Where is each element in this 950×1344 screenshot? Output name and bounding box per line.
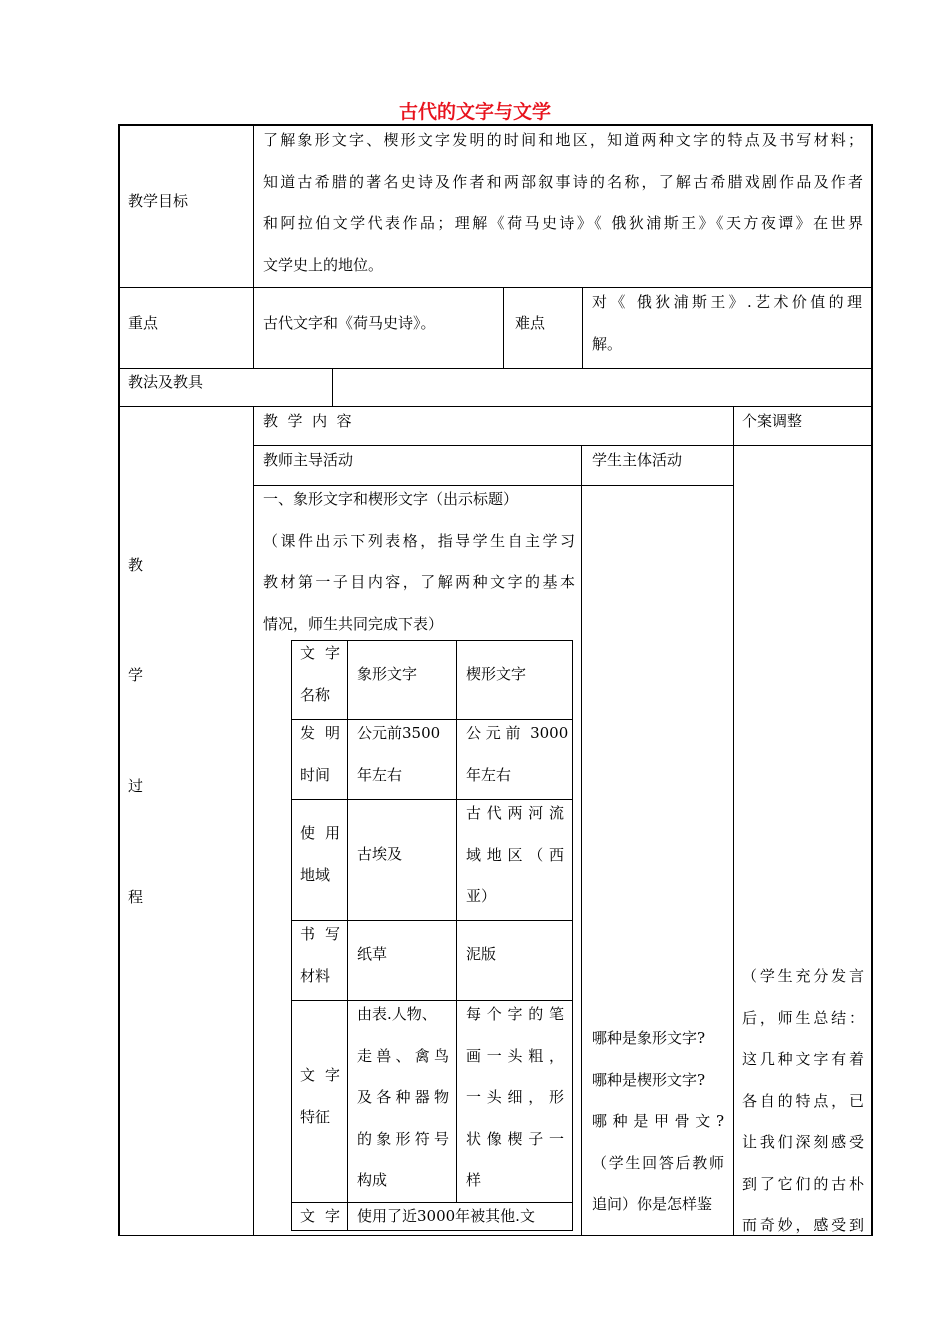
- teacher-header: 教师主导活动: [263, 451, 354, 469]
- student-activity: 哪种是象形文字? 哪种是楔形文字? 哪种是甲骨文? （学生回答后教师 追问）你是怎样鉴: [592, 1029, 724, 1213]
- teacher-activity: 一、象形文字和楔形文字（出示标题） （课件出示下列表格，指导学生自主学习 教材第一子目内容，了解两种文字的基本 情况，师生共同完成下表）: [263, 490, 575, 633]
- content-header: 教 学 内 容: [263, 412, 352, 430]
- compare-cell: 由表.人物、 走兽、禽鸟 及各种器物 的象形符号 构成: [357, 1005, 449, 1189]
- process-label-char: 过: [128, 777, 144, 795]
- student-header: 学生主体活动: [592, 451, 683, 469]
- compare-cell: 公元前3500 年左右: [357, 724, 441, 784]
- key-point-label: 重点: [128, 314, 159, 332]
- compare-row-label: 发 明 时间: [300, 724, 340, 784]
- process-label-char: 教: [128, 556, 144, 574]
- compare-row-label: 使 用 地域: [300, 824, 340, 884]
- compare-cell: 泥版: [466, 945, 497, 963]
- compare-cell: 楔形文字: [466, 665, 527, 683]
- compare-cell: 纸草: [357, 945, 388, 963]
- process-label-char: 学: [128, 666, 144, 684]
- compare-cell: 每 个 字 的 笔 画 一 头 粗 ， 一 头 细 ， 形 状 像 楔 子 一 样: [466, 1005, 564, 1189]
- compare-cell: 使用了近3000年被其他.文: [357, 1207, 535, 1225]
- compare-cell: 古 代 两 河 流 域 地 区 （ 西 亚）: [466, 804, 564, 905]
- difficulty-text: 对《 俄狄浦斯王》.艺术价值的理 解。: [592, 293, 862, 353]
- compare-cell: 古埃及: [357, 845, 403, 863]
- objectives-text: 了解象形文字、楔形文字发明的时间和地区，知道两种文字的特点及书写材料； 知道古希腊的著名史诗及作者和两部叙事诗的名称，了解古希腊戏剧作品及作者 和阿拉伯文学代表作品；理解《荷马史诗》《 俄狄浦斯王》《天方夜谭》在世界 文学史上的地位。: [263, 131, 863, 274]
- difficulty-label: 难点: [515, 314, 546, 332]
- page-title: 古代的文字与文学: [398, 101, 551, 123]
- adjust-header: 个案调整: [742, 412, 803, 430]
- adjust-notes: （学生充分发言 后，师生总结： 这几种文字有着 各自的特点，已 让我们深刻感受 到了它们的古朴 而奇妙，感受到: [742, 967, 864, 1234]
- compare-cell: 公 元 前 3000 年左右: [466, 724, 569, 784]
- compare-cell: 象形文字: [357, 665, 418, 683]
- compare-row-label: 文 字 名称: [300, 644, 340, 704]
- objectives-label: 教学目标: [128, 192, 189, 210]
- compare-row-label: 文 字: [300, 1207, 340, 1225]
- methods-label: 教法及教具: [128, 373, 204, 391]
- compare-row-label: 书 写 材料: [300, 925, 340, 985]
- key-point-text: 古代文字和《荷马史诗》。: [263, 314, 436, 332]
- compare-row-label: 文 字 特征: [300, 1066, 340, 1126]
- process-label-char: 程: [128, 888, 144, 906]
